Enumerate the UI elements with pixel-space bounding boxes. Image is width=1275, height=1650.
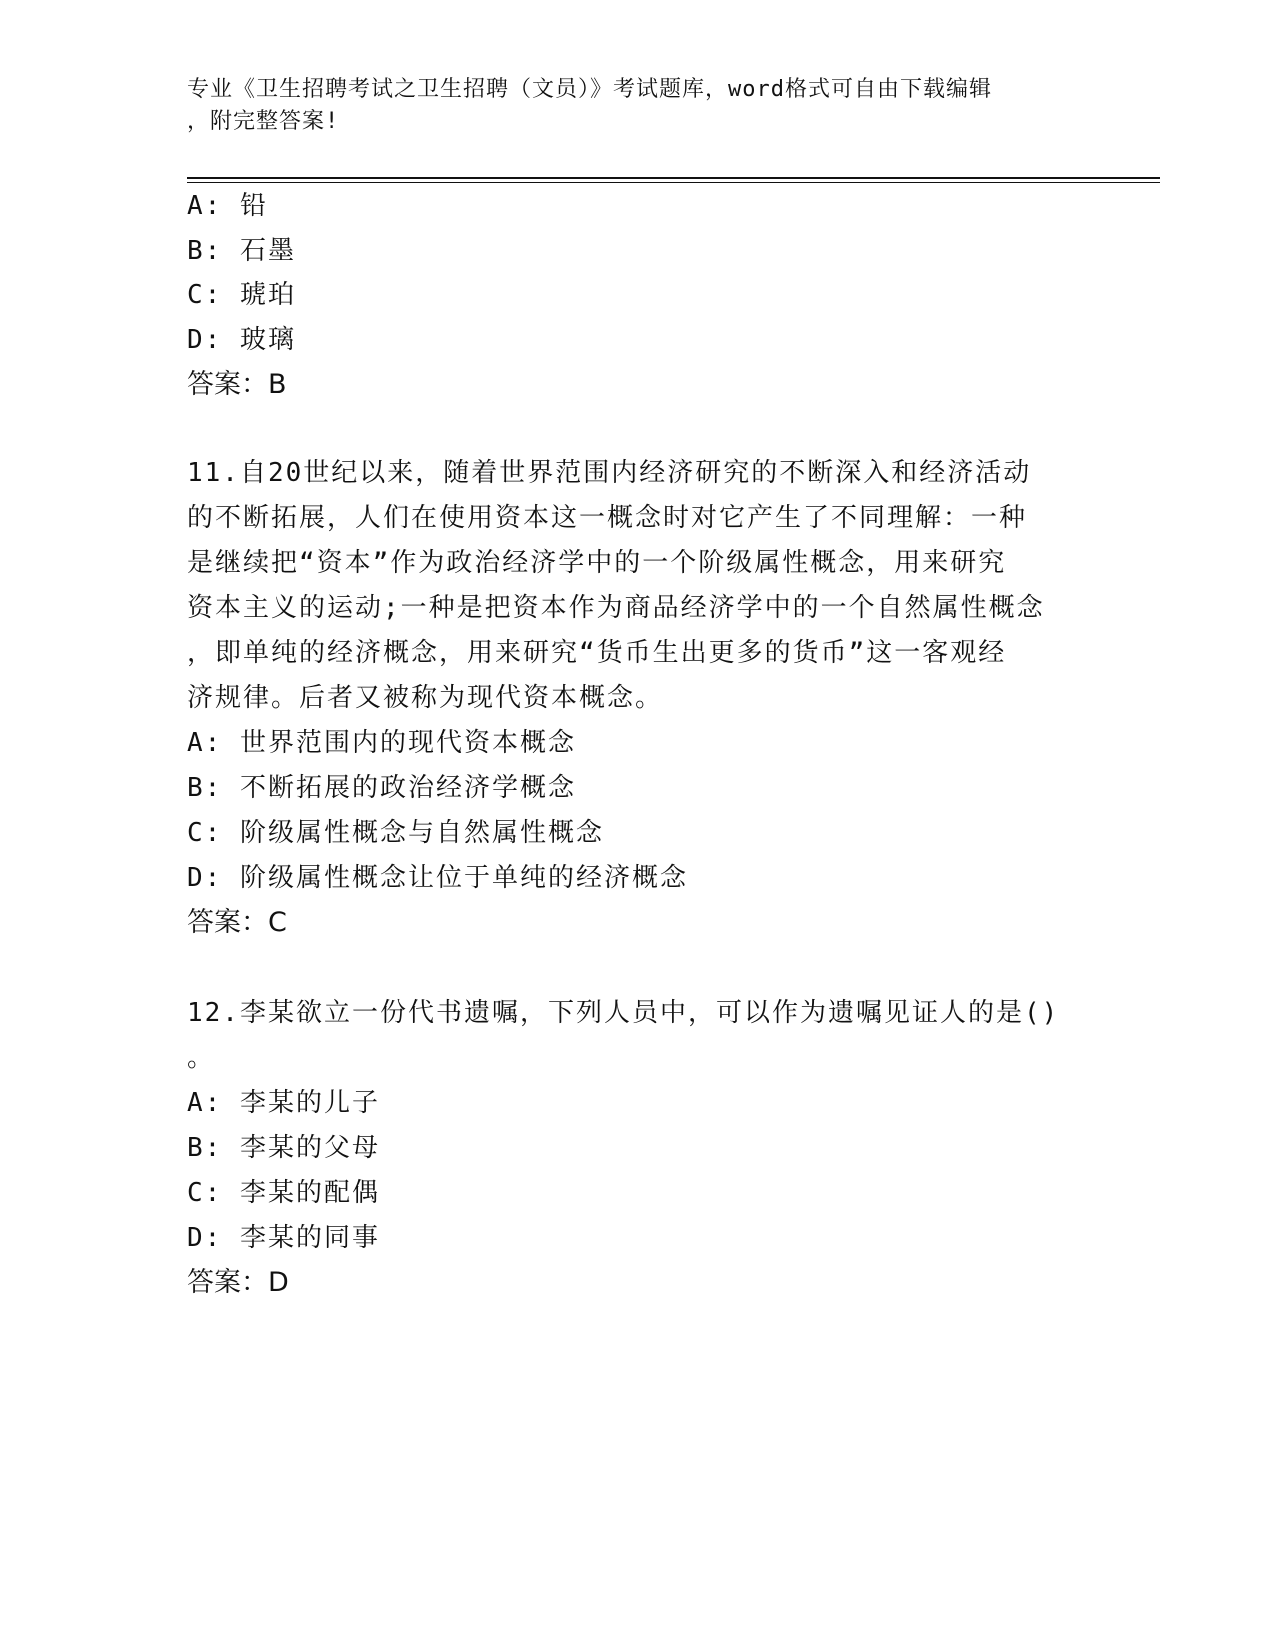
header-rule-thin: [187, 182, 1160, 183]
q10-option-a: A: 铅: [187, 191, 268, 221]
q11-option-b: B: 不断拓展的政治经济学概念: [187, 773, 576, 803]
q11-text-line-1: 11.自20世纪以来，随着世界范围内经济研究的不断深入和经济活动: [187, 458, 1032, 488]
q12-answer: 答案：D: [187, 1267, 289, 1298]
q11-text-line-4: 资本主义的运动;一种是把资本作为商品经济学中的一个自然属性概念: [187, 593, 1045, 623]
q12-option-c: C: 李某的配偶: [187, 1178, 380, 1208]
q12-option-a: A: 李某的儿子: [187, 1088, 380, 1118]
q11-option-d: D: 阶级属性概念让位于单纯的经济概念: [187, 863, 688, 893]
header-rule-thick: [187, 177, 1160, 179]
header-line-2: ，附完整答案!: [187, 109, 340, 134]
q11-text-line-2: 的不断拓展，人们在使用资本这一概念时对它产生了不同理解：一种: [187, 503, 1028, 533]
header-line-1: 专业《卫生招聘考试之卫生招聘（文员）》考试题库，word格式可自由下载编辑: [187, 77, 992, 102]
q12-text-line-2: 。: [187, 1043, 216, 1073]
q12-text-line-1: 12.李某欲立一份代书遗嘱，下列人员中，可以作为遗嘱见证人的是(): [187, 998, 1060, 1028]
q10-option-c: C: 琥珀: [187, 280, 296, 310]
q11-text-line-3: 是继续把“资本”作为政治经济学中的一个阶级属性概念，用来研究: [187, 548, 1007, 578]
q11-text-line-6: 济规律。后者又被称为现代资本概念。: [187, 683, 664, 713]
q12-option-b: B: 李某的父母: [187, 1133, 380, 1163]
q10-option-d: D: 玻璃: [187, 325, 296, 355]
q11-option-c: C: 阶级属性概念与自然属性概念: [187, 818, 604, 848]
q12-option-d: D: 李某的同事: [187, 1223, 380, 1253]
q11-option-a: A: 世界范围内的现代资本概念: [187, 728, 576, 758]
q11-answer: 答案：C: [187, 907, 287, 938]
q10-option-b: B: 石墨: [187, 236, 296, 266]
q11-text-line-5: ，即单纯的经济概念，用来研究“货币生出更多的货币”这一客观经: [187, 638, 1007, 668]
q10-answer: 答案：B: [187, 369, 287, 400]
document-header: [187, 74, 1067, 138]
